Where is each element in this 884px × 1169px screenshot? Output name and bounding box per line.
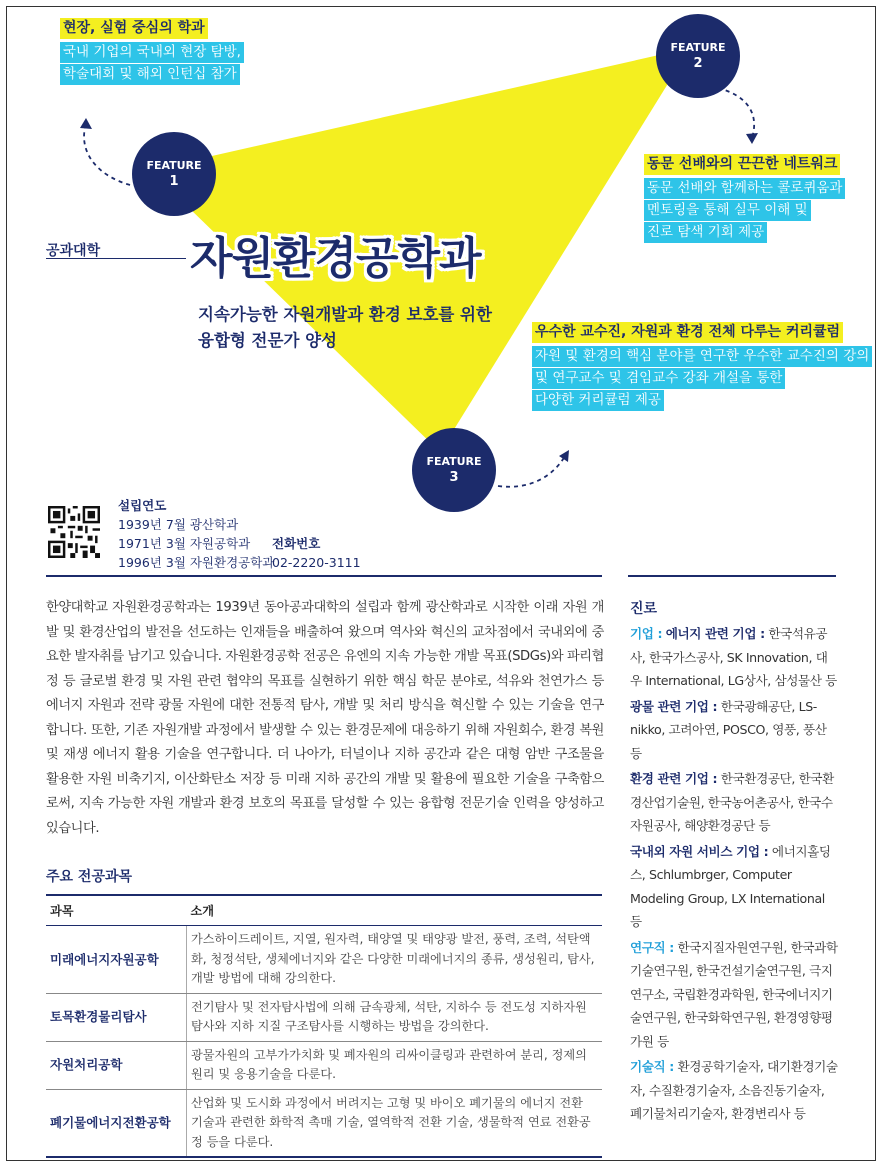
- phone-info: [272, 534, 361, 572]
- feature-2-desc-line: 진로 탐색 기회 제공: [644, 222, 767, 243]
- department-description: 한양대학교 자원환경공학과는 1939년 동아공과대학의 설립과 함께 광산학과로 시작한 이래 자원 개발 및 환경산업의 발전을 선도하는 인재들을 배출하여 왔으며 역사와 혁신의 교차점에서 국내외에 중요한 발자취를 남기고 있습니다. 자원환경공학 전공은 유엔의 지속 가능한 개발 목표(SDGs)와 파리협정 등 글로벌 환경 및 자원 관련 협약의 목표를 실현하기 위한 핵심 학문 분야로, 석유와 천연가스 등 에너지 자원과 전략 광물 자원에 대한 전통적 탐사, 개발 및 처리 방식을 혁신할 수 있는 기술을 연구합니다. 또한, 기존 자원개발 과정에서 발생할 수 있는 환경문제에 대응하기 위해 자원회수, 환경 복원 및 재생 에너지 활용 기술을 연구합니다. 더 나아가, 터널이나 지하 공간과 같은 대형 암반 구조물을 활용한 자원 비축기지, 이산화탄소 저장 등 미래 지하 공간의 개발 및 활용에 필요한 기술을 구축함으로써, 지속 가능한 자원 개발과 환경 보호의 목표를 달성할 수 있는 융합형 전문기술 인력을 양성하고 있습니다.: [46, 600, 604, 836]
- course-description: 광물자원의 고부가가치화 및 폐자원의 리싸이클링과 관련하여 분리, 정제의 원리 및 응용기술을 다룬다.: [187, 1041, 603, 1089]
- founded-line: 1996년 3월 자원환경공학과: [118, 555, 275, 570]
- arrow-head-1: [80, 118, 92, 129]
- course-description: 산업화 및 도시화 과정에서 버려지는 고형 및 바이오 폐기물의 에너지 전환 기술과 관련한 화학적 촉매 기술, 열역학적 전환 기술, 생물학적 연료 전환공정 등을 다룬다.: [187, 1089, 603, 1157]
- career-group: [630, 840, 838, 934]
- feature-1-text: [60, 18, 244, 85]
- course-name: 미래에너지자원공학: [46, 926, 187, 994]
- phone-number[interactable]: 02-2220-3111: [272, 555, 361, 570]
- course-name: 토목환경물리탐사: [46, 993, 187, 1041]
- feature-1-title: 현장, 실험 중심의 학과: [60, 18, 208, 39]
- feature-1-desc-line: 학술대회 및 해외 인턴십 참가: [60, 64, 240, 85]
- course-name: 자원처리공학: [46, 1041, 187, 1089]
- arrow-head-2: [746, 133, 758, 144]
- arrow-feature-3: [498, 456, 565, 487]
- feature-1-badge: [132, 132, 216, 216]
- table-row: [46, 926, 602, 994]
- course-description: 가스하이드레이트, 지열, 원자력, 태양열 및 태양광 발전, 풍력, 조력, 석탄액화, 청정석탄, 생체에너지와 같은 다양한 미래에너지의 종류, 생성원리, 탐사, 개발 방법에 대해 강의한다.: [187, 926, 603, 994]
- feature-1-desc-line: 국내 기업의 국내외 현장 탐방,: [60, 42, 244, 63]
- career-group-label: 에너지 관련 기업 :: [665, 626, 765, 641]
- career-group-text: 한국석유공사, 한국가스공사, SK Innovation, 대우 International, LG상사, 삼성물산 등: [630, 626, 837, 688]
- courses-table: [46, 894, 602, 1158]
- feature-3-number: 3: [449, 470, 459, 485]
- career-group-label: 국내외 자원 서비스 기업 :: [630, 843, 769, 859]
- feature-3-text: [532, 322, 872, 411]
- career-group-text: 한국환경공단, 한국환경산업기술원, 한국농어촌공사, 한국수자원공사, 해양환경공단 등: [630, 771, 834, 833]
- table-row: [46, 1089, 602, 1157]
- phone-label: 전화번호: [272, 536, 321, 551]
- feature-2-text: [644, 154, 845, 243]
- main-divider: [46, 575, 602, 577]
- career-group-label: 광물 관련 기업 :: [630, 698, 718, 714]
- qr-code-icon[interactable]: [48, 506, 100, 558]
- tech-label: 기술직 :: [630, 1059, 674, 1074]
- page-title: 자원환경공학과: [190, 233, 481, 284]
- courses-heading: 주요 전공과목: [46, 869, 133, 885]
- column-header-course: 과목: [46, 895, 187, 926]
- feature-3-label: FEATURE: [426, 455, 482, 468]
- feature-3-desc-line: 및 연구교수 및 겸임교수 강좌 개설을 통한: [532, 368, 785, 389]
- table-row: [46, 1041, 602, 1089]
- feature-2-desc-line: 멘토링을 통해 실무 이해 및: [644, 200, 811, 221]
- career-group-label: 환경 관련 기업 :: [630, 771, 718, 786]
- feature-1-number: 1: [169, 174, 179, 189]
- career-group: [630, 695, 838, 766]
- career-group: [630, 622, 838, 693]
- arrow-feature-2: [718, 88, 754, 138]
- feature-3-desc-line: 자원 및 환경의 핵심 분야를 연구한 우수한 교수진의 강의: [532, 346, 872, 367]
- founded-label: 설립연도: [118, 498, 167, 513]
- college-name: 공과대학: [46, 243, 101, 259]
- company-label: 기업 :: [630, 626, 663, 641]
- feature-2-desc-line: 동문 선배와 함께하는 콜로퀴움과: [644, 178, 845, 199]
- career-group-text: 에너지홀딩스, Schlumbrger, Computer Modeling Group, LX International 등: [630, 843, 831, 929]
- feature-3-badge: [412, 428, 496, 512]
- career-content: [630, 622, 838, 1128]
- feature-1-label: FEATURE: [146, 159, 202, 172]
- table-row: [46, 993, 602, 1041]
- tech-text: 환경공학기술자, 대기환경기술자, 수질환경기술자, 소음진동기술자, 폐기물처리기술자, 환경변리사 등: [630, 1059, 838, 1121]
- feature-2-number: 2: [693, 56, 703, 71]
- career-group-text: 한국광해공단, LS-nikko, 고려아연, POSCO, 영풍, 풍산 등: [630, 698, 827, 761]
- course-name: 폐기물에너지전환공학: [46, 1089, 187, 1157]
- founded-line: 1971년 3월 자원공학과: [118, 536, 251, 551]
- feature-2-label: FEATURE: [670, 41, 726, 54]
- arrow-head-3: [559, 450, 569, 462]
- career-tech: [630, 1055, 838, 1126]
- feature-2-title: 동문 선배와의 끈끈한 네트워크: [644, 154, 840, 175]
- founded-info: [118, 496, 274, 572]
- feature-3-desc-line: 다양한 커리큘럼 제공: [532, 390, 664, 411]
- arrow-feature-1: [84, 124, 130, 185]
- feature-2-badge: [656, 14, 740, 98]
- career-research: [630, 936, 838, 1054]
- founded-line: 1939년 7월 광산학과: [118, 517, 239, 532]
- table-header-row: [46, 895, 602, 926]
- research-text: 한국지질자원연구원, 한국과학기술연구원, 한국건설기술연구원, 극지연구소, 국립환경과학원, 한국에너지기술연구원, 한국화학연구원, 환경영향평가원 등: [630, 939, 838, 1049]
- page-subtitle: [198, 302, 492, 354]
- career-heading: 진로: [630, 601, 658, 617]
- feature-3-title: 우수한 교수진, 자원과 환경 전체 다루는 커리큘럼: [532, 322, 843, 343]
- side-divider: [628, 575, 836, 577]
- course-description: 전기탐사 및 전자탐사법에 의해 금속광체, 석탄, 지하수 등 전도성 지하자원 탐사와 지하 지질 구조탐사를 시행하는 방법을 강의한다.: [187, 993, 603, 1041]
- college-underline: [46, 258, 186, 259]
- career-group: [630, 767, 838, 838]
- subtitle-line: 지속가능한 자원개발과 환경 보호를 위한: [198, 305, 492, 324]
- research-label: 연구직 :: [630, 939, 674, 955]
- subtitle-line: 융합형 전문가 양성: [198, 331, 338, 350]
- column-header-description: 소개: [187, 895, 603, 926]
